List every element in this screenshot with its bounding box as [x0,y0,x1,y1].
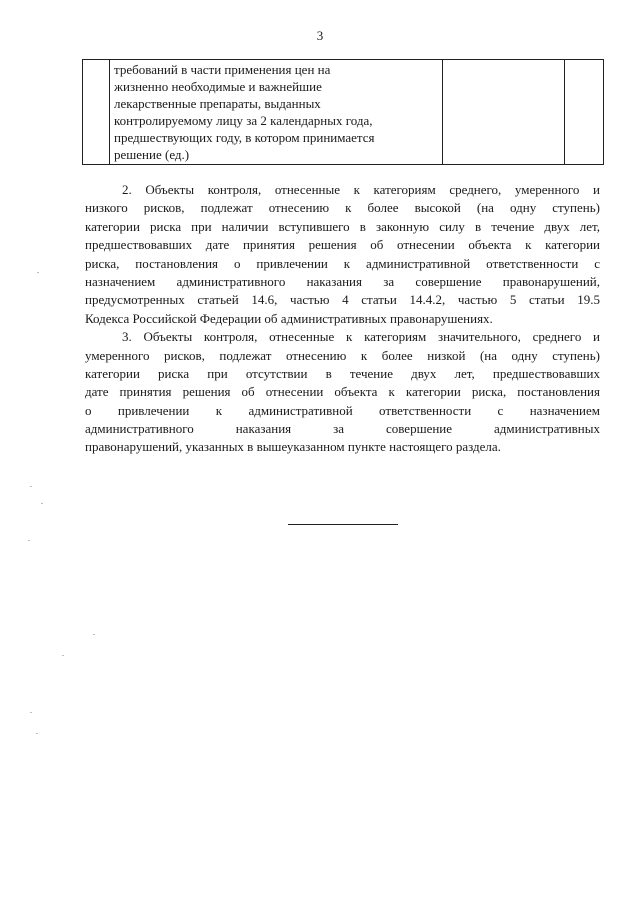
paragraph-line: дате принятия решения об отнесении объекта к категории риска, постановления [85,384,600,400]
paragraph-line: 2. Объекты контроля, отнесенные к категориям среднего, умеренного и [122,182,600,197]
table-cell-empty [443,60,565,165]
table-cell-indicator [110,60,443,165]
scan-speck [28,540,30,541]
paragraph-line: административного наказания за совершение административных [85,421,600,437]
paragraph-line: категории риска при наличии вступившего в законную силу в течение двух лет, [85,218,600,234]
paragraph-line: категории риска при отсутствии в течение двух лет, предшествовавших [85,365,600,381]
paragraph-line: Кодекса Российской Федерации об административных правонарушениях. [85,310,493,326]
end-of-document-rule [288,524,398,525]
table-cell-number [83,60,110,165]
table-cell-line: контролируемому лицу за 2 календарных года, [114,113,373,128]
scan-speck [30,486,32,487]
scan-speck [93,634,95,635]
table-cell-line: предшествующих году, в котором принимается [114,130,375,145]
table-cell-line: требований в части применения цен на [114,62,331,77]
paragraph-line: риска, постановления о привлечении к административной ответственности с [85,255,600,271]
document-body [85,181,600,457]
scan-speck [62,655,64,656]
table-cell-line: лекарственные препараты, выданных [114,96,321,111]
table-cell-empty [565,60,604,165]
scan-speck [41,503,43,504]
scan-speck [30,712,32,713]
paragraph-line: правонарушений, указанных в вышеуказанном пункте настоящего раздела. [85,439,501,455]
paragraph-3 [85,328,600,457]
criteria-table-continuation [82,59,604,165]
scan-speck [36,733,38,734]
scan-speck [37,272,39,273]
paragraph-line: предусмотренных статьей 14.6, частью 4 статьи 14.4.2, частью 5 статьи 19.5 [85,292,600,308]
paragraph-line: назначением административного наказания за совершение правонарушений, [85,273,600,289]
paragraph-line: умеренного рисков, подлежат отнесению к более низкой (на одну ступень) [85,347,600,363]
table-cell-line: жизненно необходимые и важнейшие [114,79,322,94]
paragraph-line: о привлечении к административной ответственности с назначением [85,402,600,418]
table-cell-line: решение (ед.) [114,147,190,162]
paragraph-line: предшествовавших дате принятия решения об отнесении объекта к категории [85,237,600,253]
paragraph-2 [85,181,600,328]
page-number: 3 [316,28,324,43]
paragraph-line: низкого рисков, подлежат отнесению к более высокой (на одну ступень) [85,200,600,216]
table-row [83,60,604,165]
paragraph-line: 3. Объекты контроля, отнесенные к категориям значительного, среднего и [122,329,600,345]
